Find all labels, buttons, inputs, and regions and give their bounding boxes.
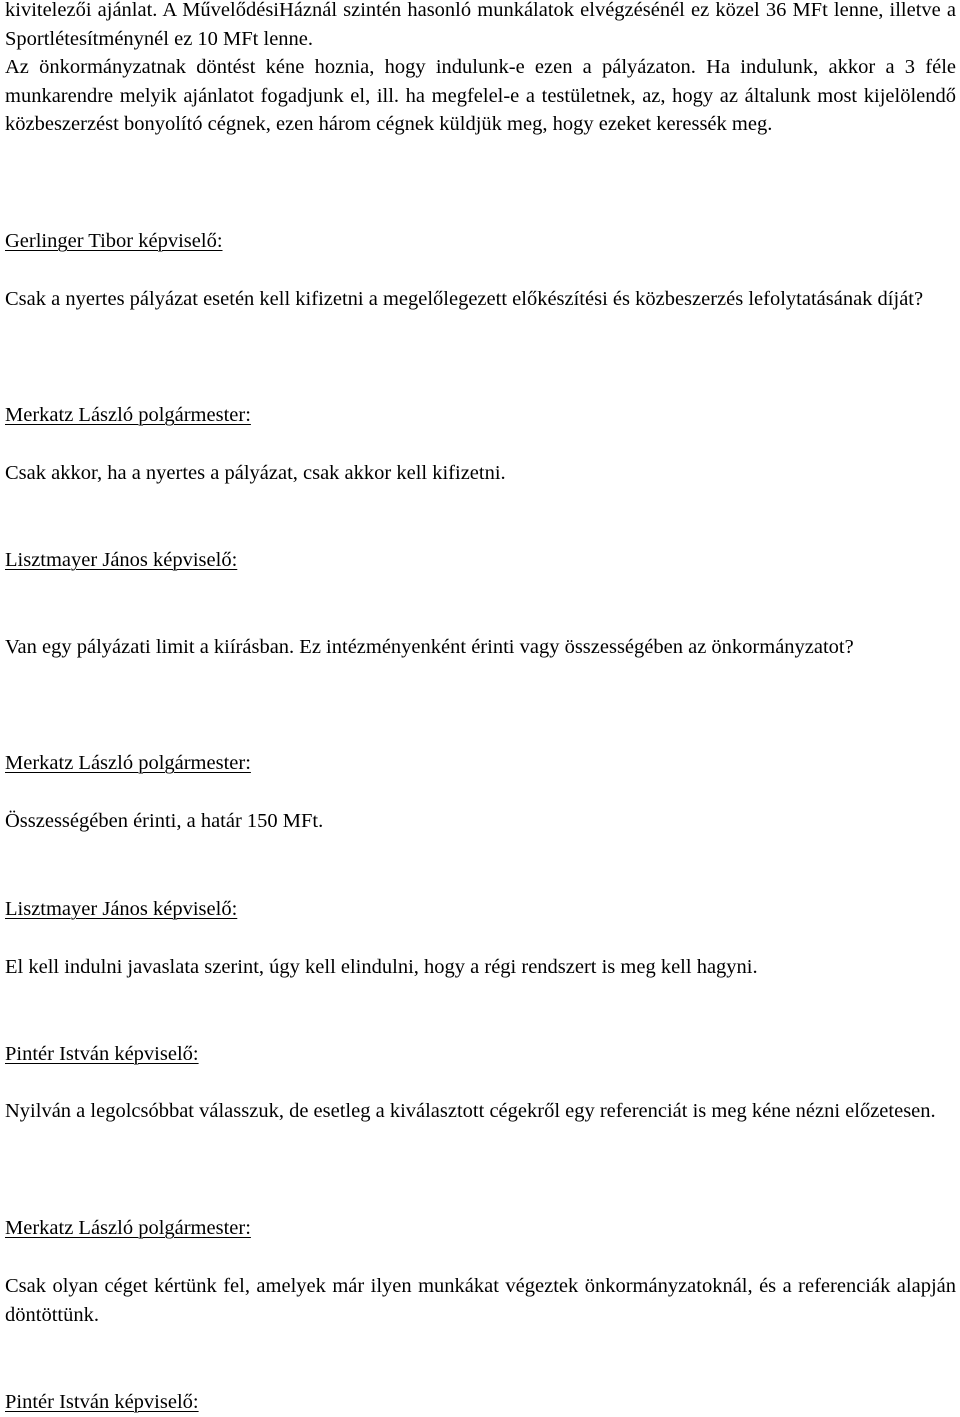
speaker-name: Gerlinger Tibor képviselő:	[5, 230, 223, 252]
intro-paragraph-2: Az önkormányzatnak döntést kéne hoznia, hogy indulunk-e ezen a pályázaton. Ha indulunk, akkor a 3 féle munkarendre melyik ajánlatot fogadjunk el, ill. ha megfelel-e a testületnek, az, hogy az általunk most kijelölendő közbeszerzést bonyolító cégnek, ezen három cégnek küldjük meg, hogy ezeket keressék meg.	[5, 56, 956, 135]
speaker-block	[5, 749, 956, 778]
speech-text: Összességében érinti, a határ 150 MFt.	[5, 810, 324, 832]
speaker-name: Lisztmayer János képviselő:	[5, 898, 238, 920]
speaker-name: Merkatz László polgármester:	[5, 404, 251, 426]
speaker-block	[5, 895, 956, 924]
speech-text: Csak akkor, ha a nyertes a pályázat, csak akkor kell kifizetni.	[5, 462, 506, 484]
speaker-name: Merkatz László polgármester:	[5, 1217, 251, 1239]
speech-text: Csak olyan céget kértünk fel, amelyek már ilyen munkákat végeztek önkormányzatoknál, és a referenciák alapján döntöttünk.	[5, 1275, 956, 1326]
speech-text: Nyilván a legolcsóbbat válasszuk, de esetleg a kiválasztott cégekről egy referenciát is meg kéne nézni előzetesen.	[5, 1100, 936, 1122]
speaker-block	[5, 227, 956, 256]
speaker-name: Pintér István képviselő:	[5, 1391, 199, 1413]
speaker-block	[5, 401, 956, 430]
speaker-block	[5, 1388, 956, 1417]
speaker-name: Pintér István képviselő:	[5, 1043, 199, 1065]
speech-text: Csak a nyertes pályázat esetén kell kifizetni a megelőlegezett előkészítési és közbeszerzés lefolytatásának díját?	[5, 288, 924, 310]
speaker-block	[5, 1040, 956, 1069]
speech-text: Van egy pályázati limit a kiírásban. Ez intézményenként érinti vagy összességében az önkormányzatot?	[5, 636, 854, 658]
speaker-name: Merkatz László polgármester:	[5, 752, 251, 774]
speaker-block	[5, 546, 956, 575]
speaker-block	[5, 1214, 956, 1243]
speech-text: El kell indulni javaslata szerint, úgy kell elindulni, hogy a régi rendszert is meg kell hagyni.	[5, 956, 758, 978]
intro-paragraph-1: kivitelezői ajánlat. A MűvelődésiHáznál szintén hasonló munkálatok elvégzésénél ez közel 36 MFt lenne, illetve a Sportlétesítménynél ez 10 MFt lenne.	[5, 0, 956, 50]
speaker-name: Lisztmayer János képviselő:	[5, 549, 238, 571]
